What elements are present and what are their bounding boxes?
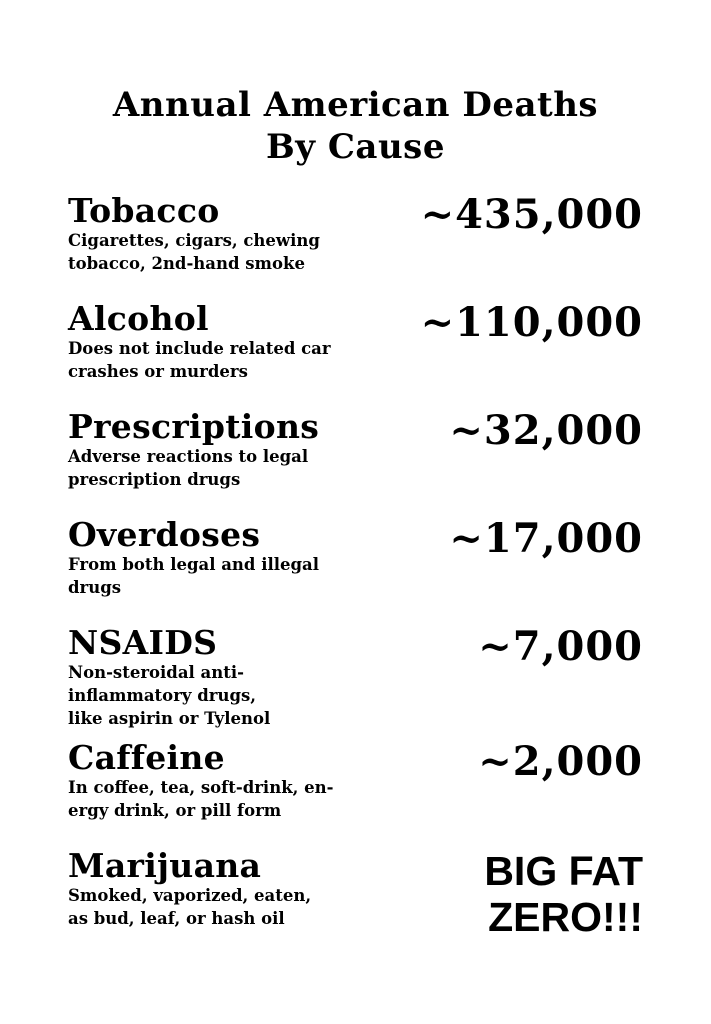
- description-line: tobacco, 2nd-hand smoke: [68, 254, 305, 273]
- description-line: From both legal and illegal: [68, 555, 320, 574]
- death-count: ~435,000: [420, 191, 643, 238]
- title-line-1: Annual American Deaths: [112, 85, 599, 125]
- cause-description: [68, 776, 398, 822]
- death-count: ~17,000: [449, 515, 643, 562]
- cause-name: NSAIDS: [68, 623, 218, 662]
- cause-name: Prescriptions: [68, 407, 320, 446]
- cause-name: Caffeine: [68, 738, 225, 777]
- description-line: In coffee, tea, soft-drink, en-: [68, 778, 334, 797]
- description-line: like aspirin or Tylenol: [68, 709, 271, 728]
- cause-name: Tobacco: [68, 191, 220, 230]
- description-line: as bud, leaf, or hash oil: [68, 909, 285, 928]
- cause-name: Overdoses: [68, 515, 261, 554]
- death-count: ~32,000: [449, 407, 643, 454]
- description-line: drugs: [68, 578, 122, 597]
- death-count: ~2,000: [478, 738, 643, 785]
- death-count-zero: [484, 848, 643, 940]
- zero-line: BIG FAT: [484, 848, 643, 894]
- description-line: Does not include related car: [68, 339, 331, 358]
- description-line: ergy drink, or pill form: [68, 801, 282, 820]
- cause-description: [68, 661, 398, 730]
- description-line: inflammatory drugs,: [68, 686, 257, 705]
- cause-description: [68, 553, 398, 599]
- cause-description: [68, 445, 398, 491]
- cause-description: [68, 337, 398, 383]
- cause-name: Alcohol: [68, 299, 209, 338]
- death-count: ~110,000: [420, 299, 643, 346]
- cause-description: [68, 229, 398, 275]
- title-line-2: By Cause: [266, 127, 445, 167]
- description-line: crashes or murders: [68, 362, 248, 381]
- death-count: ~7,000: [478, 623, 643, 670]
- description-line: prescription drugs: [68, 470, 241, 489]
- description-line: Smoked, vaporized, eaten,: [68, 886, 312, 905]
- zero-line: ZERO!!!: [488, 894, 643, 940]
- cause-name: Marijuana: [68, 846, 262, 885]
- description-line: Non-steroidal anti-: [68, 663, 244, 682]
- cause-description: [68, 884, 398, 930]
- description-line: Adverse reactions to legal: [68, 447, 309, 466]
- page-title: [0, 84, 711, 168]
- description-line: Cigarettes, cigars, chewing: [68, 231, 320, 250]
